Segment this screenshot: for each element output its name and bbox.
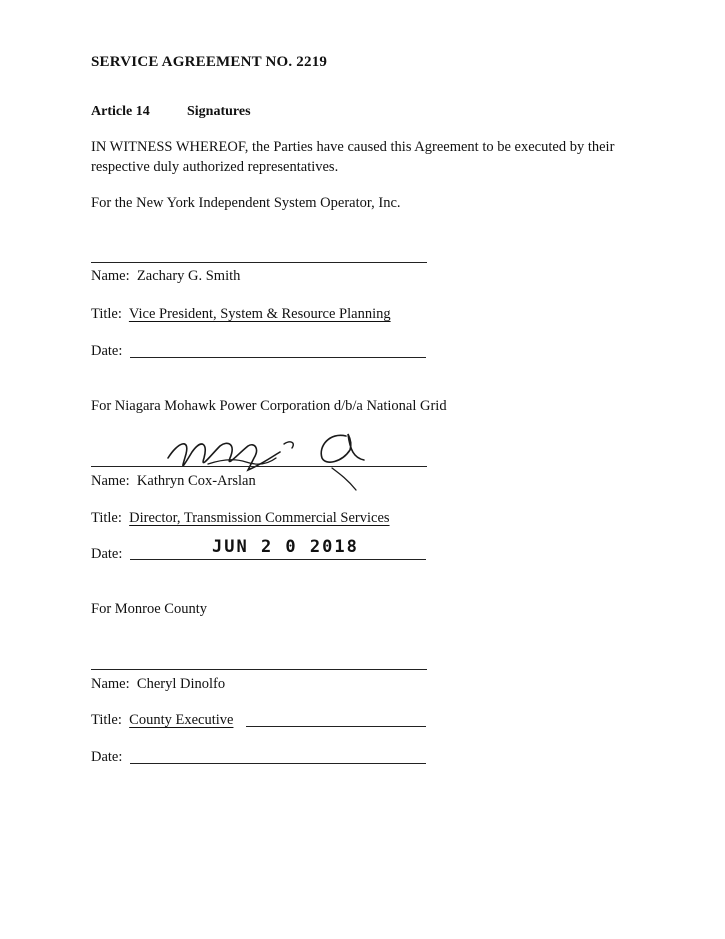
party-3-signature-line: [91, 669, 427, 670]
party-2-signature-line: [91, 466, 427, 467]
witness-line-1: IN WITNESS WHEREOF, the Parties have caused this Agreement to be executed by their: [91, 139, 615, 155]
party-1-name-row: [91, 266, 240, 286]
party-2-heading: For Niagara Mohawk Power Corporation d/b/a National Grid: [91, 398, 447, 414]
date-label: Date:: [91, 546, 123, 562]
party-3-title-line-extension: [246, 726, 426, 727]
article-heading: Signatures: [187, 104, 251, 119]
name-label: Name:: [91, 268, 130, 284]
title-label: Title:: [91, 306, 122, 322]
name-label: Name:: [91, 473, 130, 489]
party-3-date-line: [130, 763, 426, 764]
name-label: Name:: [91, 676, 130, 692]
party-2-name: Kathryn Cox-Arslan: [136, 473, 256, 489]
party-1-title: Vice President, System & Resource Planning: [128, 306, 391, 322]
title-label: Title:: [91, 510, 122, 526]
date-stamp: JUN 2 0 2018: [212, 537, 359, 557]
title-label: Title:: [91, 712, 122, 728]
witness-line-2: respective duly authorized representatives.: [91, 159, 339, 175]
party-2-title: Director, Transmission Commercial Services: [129, 510, 390, 526]
document-title: SERVICE AGREEMENT NO. 2219: [91, 54, 328, 70]
date-label: Date:: [91, 343, 123, 359]
party-2-date-line: [130, 559, 426, 560]
party-1-heading: For the New York Independent System Operator, Inc.: [91, 195, 401, 211]
party-3-heading: For Monroe County: [91, 601, 207, 617]
party-3-title: County Executive: [129, 712, 234, 728]
party-1-date-line: [130, 357, 426, 358]
party-1-title-row: [91, 304, 391, 324]
date-label: Date:: [91, 749, 123, 765]
party-1-name: Zachary G. Smith: [136, 268, 241, 284]
party-3-name-row: [91, 674, 225, 694]
party-2-title-row: [91, 508, 390, 528]
party-3-title-row: [91, 710, 233, 730]
party-3-name: Cheryl Dinolfo: [136, 676, 226, 692]
party-2-name-row: [91, 471, 256, 491]
party-1-signature-line: [91, 262, 427, 263]
article-number: Article 14: [91, 104, 150, 119]
